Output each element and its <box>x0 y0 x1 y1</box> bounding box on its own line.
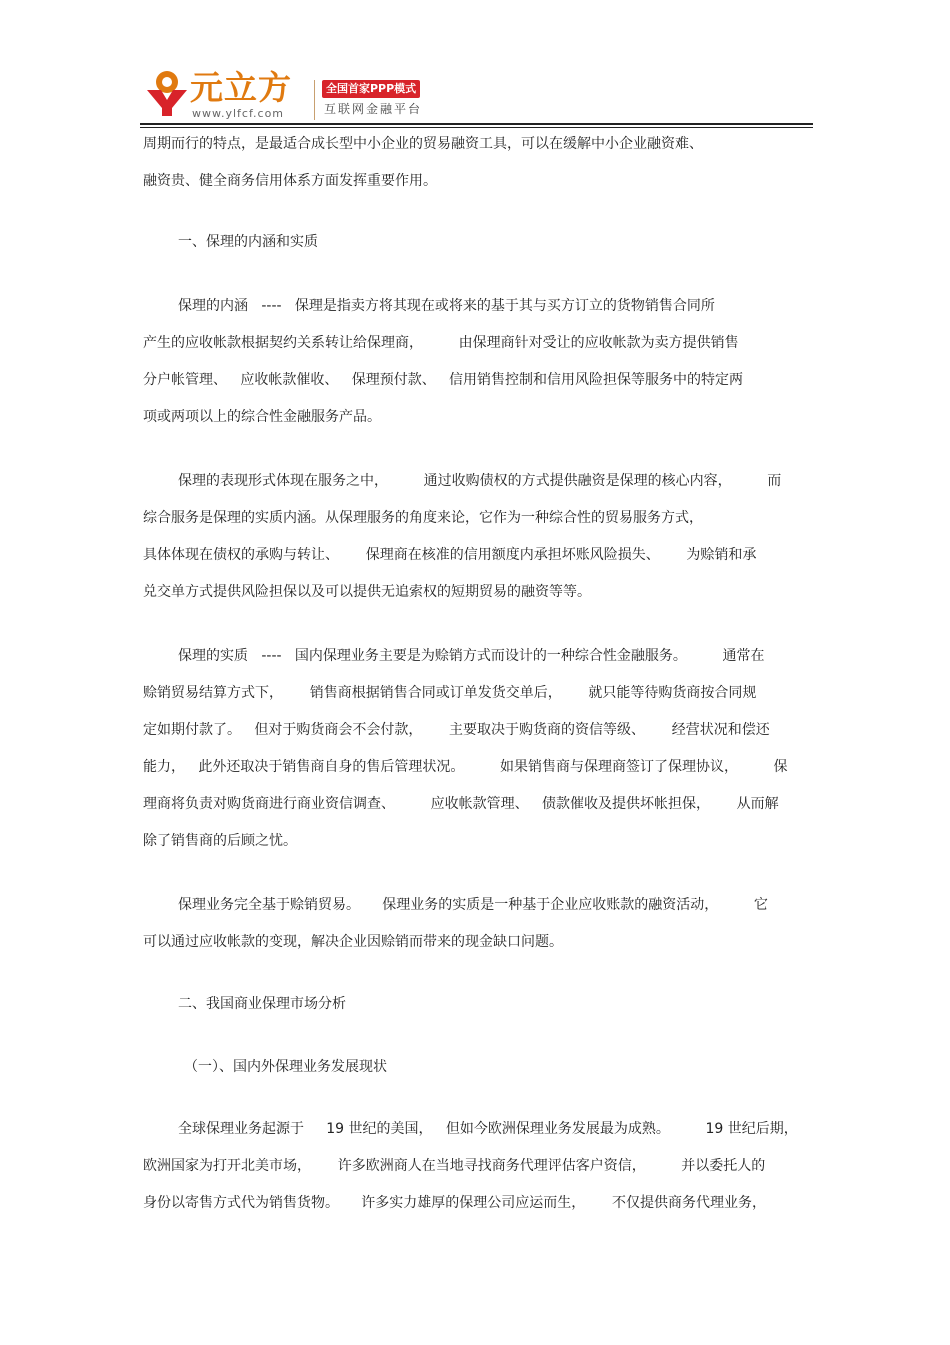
header-rule-thick <box>140 123 813 125</box>
section-heading: 二、我国商业保理市场分析 <box>178 996 346 1012</box>
text-line: 保理的实质 ---- 国内保理业务主要是为赊销方式而设计的一种综合性金融服务。 通常在 <box>178 648 765 664</box>
brand-slogan: 互联网金融平台 <box>324 102 423 116</box>
brand-name: 元立方 <box>190 68 292 107</box>
text-line: 周期而行的特点，是最适合成长型中小企业的贸易融资工具，可以在缓解中小企业融资难、 <box>143 136 703 152</box>
text-line: 保理的内涵 ---- 保理是指卖方将其现在或将来的基于其与买方订立的货物销售合同所 <box>178 298 715 314</box>
text-line: 融资贵、健全商务信用体系方面发挥重要作用。 <box>143 173 437 189</box>
text-line: 分户帐管理、 应收帐款催收、 保理预付款、 信用销售控制和信用风险担保等服务中的特定两 <box>143 372 744 388</box>
text-line: 兑交单方式提供风险担保以及可以提供无追索权的短期贸易的融资等等。 <box>143 584 591 600</box>
brand-url: www.ylfcf.com <box>192 107 285 120</box>
section-heading: 一、保理的内涵和实质 <box>178 234 318 250</box>
header-rule-thin <box>140 127 813 128</box>
text-line: 身份以寄售方式代为销售货物。 许多实力雄厚的保理公司应运而生， 不仅提供商务代理业务， <box>143 1195 766 1211</box>
text-line: 全球保理业务起源于 19 世纪的美国， 但如今欧洲保理业务发展最为成熟。 19 世纪后期， <box>178 1121 798 1137</box>
subsection-heading: （一）、国内外保理业务发展现状 <box>184 1059 387 1075</box>
text-line: 综合服务是保理的实质内涵。从保理服务的角度来论，它作为一种综合性的贸易服务方式， <box>143 510 703 526</box>
text-line: 理商将负责对购货商进行商业资信调查、 应收帐款管理、 债款催收及提供坏帐担保， 从而解 <box>143 796 779 812</box>
text-line: 保理的表现形式体现在服务之中， 通过收购债权的方式提供融资是保理的核心内容， 而 <box>178 473 782 489</box>
text-line: 赊销贸易结算方式下， 销售商根据销售合同或订单发货交单后， 就只能等待购货商按合同规 <box>143 685 757 701</box>
text-line: 项或两项以上的综合性金融服务产品。 <box>143 409 381 425</box>
text-line: 欧洲国家为打开北美市场， 许多欧洲商人在当地寻找商务代理评估客户资信， 并以委托人的 <box>143 1158 766 1174</box>
text-line: 保理业务完全基于赊销贸易。 保理业务的实质是一种基于企业应收账款的融资活动， 它 <box>178 897 768 913</box>
header-divider <box>314 80 315 120</box>
text-line: 能力， 此外还取决于销售商自身的售后管理状况。 如果销售商与保理商签订了保理协议， 保 <box>143 759 788 775</box>
text-line: 产生的应收帐款根据契约关系转让给保理商， 由保理商针对受让的应收帐款为卖方提供销售 <box>143 335 739 351</box>
ylfcf-logo-icon <box>145 68 189 118</box>
text-line: 定如期付款了。 但对于购货商会不会付款， 主要取决于购货商的资信等级、 经营状况和偿还 <box>143 722 770 738</box>
page-header <box>140 62 820 126</box>
text-line: 可以通过应收帐款的变现，解决企业因赊销而带来的现金缺口问题。 <box>143 934 563 950</box>
promo-badge: 全国首家PPP模式 <box>322 80 420 98</box>
text-line: 除了销售商的后顾之忧。 <box>143 833 297 849</box>
text-line: 具体体现在债权的承购与转让、 保理商在核准的信用额度内承担坏账风险损失、 为赊销和承 <box>143 547 757 563</box>
